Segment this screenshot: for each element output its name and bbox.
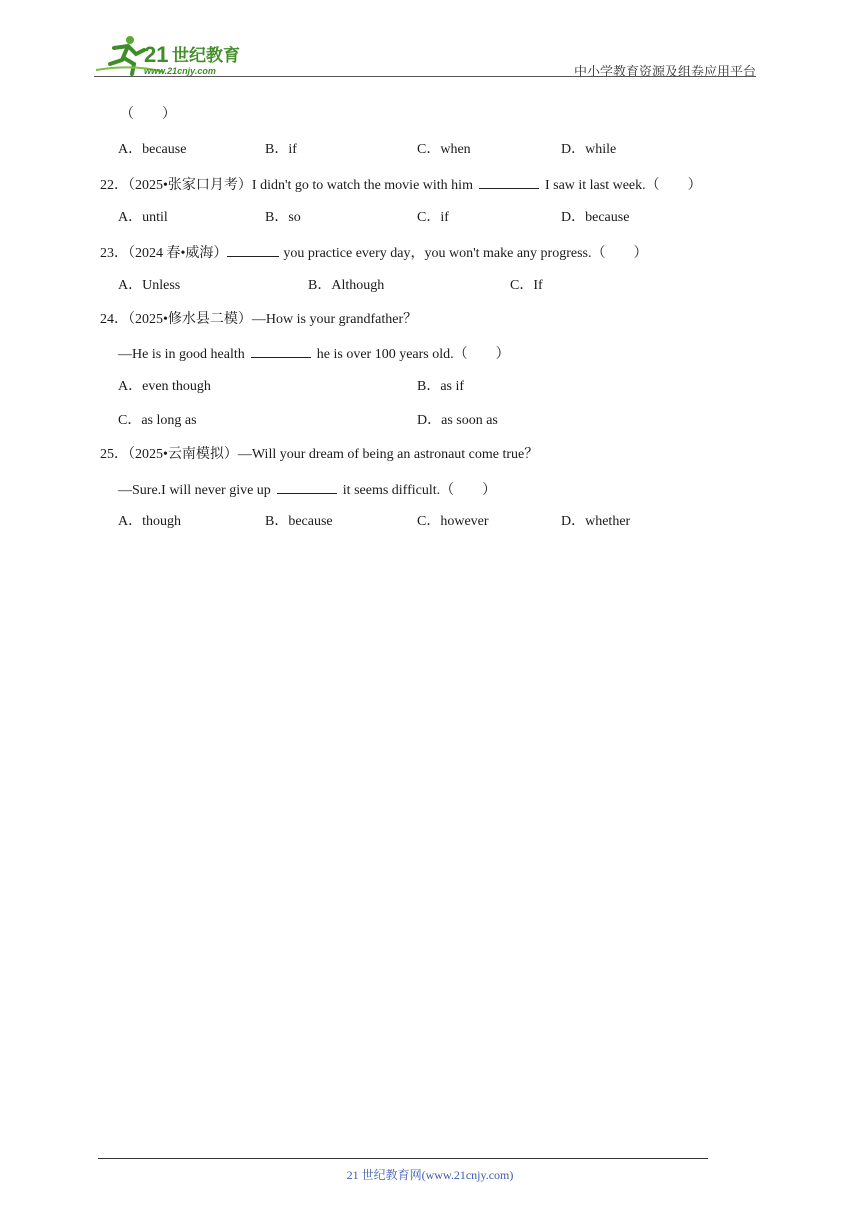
question-number: 22． (100, 178, 128, 193)
q24-option-c: C．as long as (118, 413, 197, 428)
question-number: 25． (100, 447, 128, 462)
answer-blank (227, 244, 279, 257)
svg-text:世纪教育: 世纪教育 (172, 46, 240, 66)
answer-blank (251, 345, 311, 358)
page-header (94, 34, 756, 78)
dialogue-text: —Sure.I will never give up (118, 483, 271, 498)
svg-text:www.21cnjy.com: www.21cnjy.com (144, 66, 216, 76)
q24-option-a: A．even though (118, 379, 211, 394)
q22-option-b: B．so (265, 210, 301, 225)
stem-text: I didn't go to watch the movie with him (251, 178, 473, 193)
question-source: （2025•修水县二模） (128, 312, 252, 327)
q21-option-d: D．while (561, 142, 617, 157)
q25-stem (100, 447, 538, 463)
answer-blank (277, 481, 337, 494)
question-number: 23． (100, 246, 128, 261)
footer-divider (98, 1158, 708, 1159)
q21-option-c: C．when (417, 142, 471, 157)
q25-option-d: D．whether (561, 514, 631, 529)
question-number: 24． (100, 312, 128, 327)
q24-option-b: B．as if (417, 379, 465, 394)
platform-title: 中小学教育资源及组卷应用平台 (573, 64, 756, 79)
question-source: （2024 春•威海） (128, 246, 228, 261)
site-logo (94, 34, 259, 76)
q24-stem (100, 312, 417, 328)
stem-text: you practice every day，you won't make any progress.（ ） (283, 246, 648, 261)
q22-option-a: A．until (118, 210, 168, 225)
q21-option-b: B．if (265, 142, 297, 157)
dialogue-line: —How is your grandfather？ (251, 312, 418, 327)
answer-blank (479, 176, 539, 189)
q25-option-c: C．however (417, 514, 489, 529)
question-source: （2025•云南模拟） (128, 447, 238, 462)
q23-option-b: B．Although (308, 278, 385, 293)
q21-answer-paren: （ ） (120, 107, 176, 122)
q24-dialogue-reply (118, 345, 510, 363)
footer-link[interactable]: 21 世纪教育网(www.21cnjy.com) (346, 1168, 514, 1182)
q22-option-c: C．if (417, 210, 449, 225)
dialogue-line: —Will your dream of being an astronaut come true？ (237, 447, 539, 462)
q23-option-c: C．If (510, 278, 543, 293)
q22-stem (100, 176, 702, 194)
svg-text:21: 21 (144, 42, 169, 67)
q25-dialogue-reply (118, 481, 496, 499)
q23-stem (100, 244, 648, 262)
dialogue-text: it seems difficult.（ ） (342, 483, 497, 498)
dialogue-text: —He is in good health (118, 347, 245, 362)
q23-option-a: A．Unless (118, 278, 181, 293)
q24-option-d: D．as soon as (417, 413, 498, 428)
header-divider (94, 76, 756, 77)
stem-text: I saw it last week.（ ） (544, 178, 702, 193)
dialogue-text: he is over 100 years old.（ ） (316, 347, 510, 362)
q25-option-a: A．though (118, 514, 181, 529)
q22-option-d: D．because (561, 210, 630, 225)
question-source: （2025•张家口月考） (128, 178, 252, 193)
q25-option-b: B．because (265, 514, 333, 529)
q21-option-a: A．because (118, 142, 187, 157)
